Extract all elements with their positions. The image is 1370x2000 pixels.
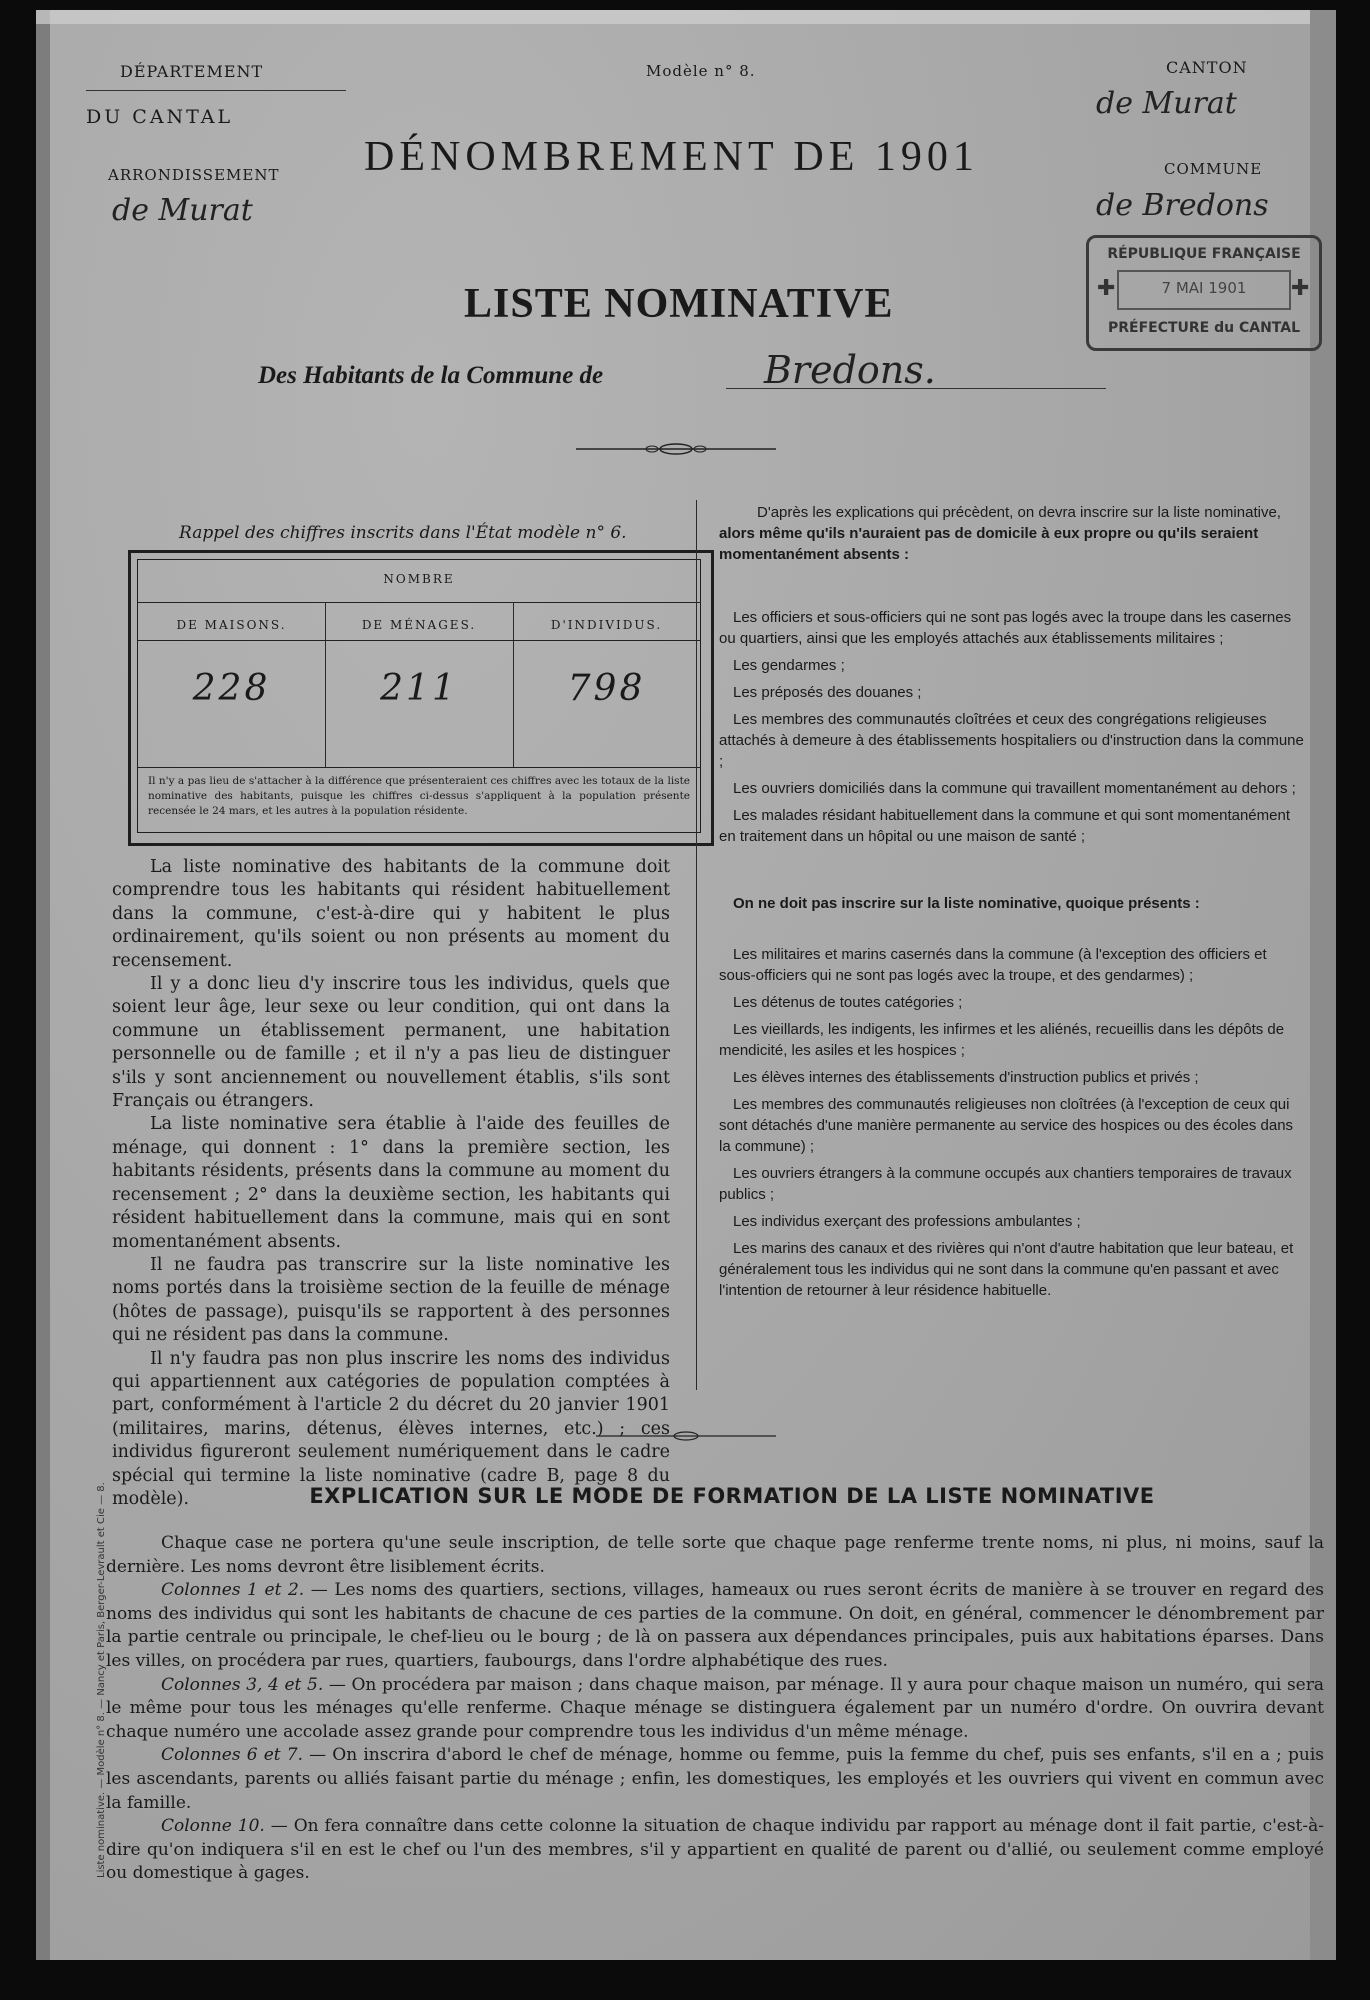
- printer-imprint: Liste nominative. — Modèle n° 8. — Nancy et Paris, Berger-Levrault et Cie — 8.: [96, 1482, 107, 1878]
- stamp-republique: RÉPUBLIQUE FRANÇAISE: [1107, 246, 1301, 262]
- explication-p1: [106, 1579, 1324, 1673]
- departement-label: DÉPARTEMENT: [120, 62, 264, 81]
- column-divider: [696, 500, 697, 1390]
- inscrire-item: Les ouvriers domiciliés dans la commune qui travaillent momentanément au dehors ;: [733, 780, 1296, 797]
- right-intro-a: D'après les explications qui précèdent, on devra inscrire sur la liste nominative,: [757, 504, 1281, 521]
- left-column-text: [112, 856, 670, 1511]
- value-individus: 798: [567, 668, 646, 709]
- col-menages-header: DE MÉNAGES.: [361, 618, 477, 632]
- explication-p1-label: Colonnes 1 et 2.: [161, 1580, 305, 1601]
- commune-name-handwritten: Bredons.: [764, 348, 936, 392]
- exclure-item: Les marins des canaux et des rivières qui n'ont d'autre habitation que leur bateau, et généralement tous les individus qui ne sont dans la commune qu'en passant et avec l'intention de retourner à leur résidence habituelle.: [719, 1240, 1294, 1299]
- arrondissement-label: ARRONDISSEMENT: [108, 166, 280, 184]
- exclure-item: Les individus exerçant des professions ambulantes ;: [733, 1213, 1081, 1230]
- inscrire-item: Les gendarmes ;: [733, 657, 845, 674]
- subtitle-underline: [726, 388, 1106, 389]
- inscrire-item: Les membres des communautés cloîtrées et ceux des congrégations religieuses attachés à demeure à des établissements hospitaliers ou d'instruction dans la commune ;: [719, 711, 1304, 770]
- stamp-prefecture: PRÉFECTURE du CANTAL: [1107, 320, 1301, 336]
- departement-value: DU CANTAL: [86, 106, 234, 128]
- nombre-label: NOMBRE: [383, 572, 455, 586]
- stamp-date: 7 MAI 1901: [1161, 279, 1247, 297]
- explication-p4-label: Colonne 10.: [161, 1816, 265, 1837]
- explication-p2-label: Colonnes 3, 4 et 5.: [161, 1674, 324, 1695]
- modele-number: Modèle n° 8.: [646, 62, 756, 80]
- left-paragraph-1: La liste nominative des habitants de la commune doit comprendre tous les habitants qui résident habituellement dans la commune, c'est-à-dire qui y habitent le plus ordinairement, qu'ils soient ou non présents au moment du recensement.: [112, 857, 670, 971]
- exclure-item: Les militaires et marins casernés dans la commune (à l'exception des officiers et sous-officiers qui ne sont pas logés avec la troupe, et des gendarmes) ;: [719, 946, 1267, 984]
- explication-p3-text: — On inscrira d'abord le chef de ménage, homme ou femme, puis la femme du chef, puis ses enfants, s'il en a ; puis les ascendants, parents ou alliés faisant partie du ménage ; enfin, les domestiques, les employés et les ouvriers qui vivent en commun avec la famille.: [106, 1745, 1324, 1813]
- left-paragraph-5: Il n'y faudra pas non plus inscrire les noms des individus qui appartiennent aux catégories de population comptées à part, conformément à l'article 2 du décret du 20 janvier 1901 (militaires, marins, détenus, élèves internes, etc.) ; ces individus figureront seulement numériquement dans le cadre spécial qui termine la liste nominative (cadre B, page 8 du modèle).: [112, 1348, 670, 1509]
- commune-value: de Bredons: [1096, 188, 1269, 223]
- rappel-table: [128, 550, 714, 846]
- rappel-table-inner: [137, 559, 701, 833]
- value-maisons: 228: [192, 668, 271, 709]
- canton-value: de Murat: [1096, 86, 1237, 121]
- ornament-divider-2-icon: [596, 1430, 776, 1442]
- explication-p0: Chaque case ne portera qu'une seule inscription, de telle sorte que chaque page renferme trente noms, ni plus, ni moins, sauf la dernière. Les noms devront être lisiblement écrits.: [106, 1533, 1324, 1577]
- liste-heading: LISTE NOMINATIVE: [464, 281, 894, 327]
- table-rule-3: [138, 767, 700, 768]
- exclure-item: Les vieillards, les indigents, les infirmes et les aliénés, recueillis dans les dépôts de mendicité, les asiles et les hospices ;: [719, 1021, 1285, 1059]
- col-individus-header: D'INDIVIDUS.: [550, 618, 663, 632]
- census-page: [36, 10, 1336, 1960]
- explication-p3: [106, 1744, 1324, 1815]
- explication-body: [106, 1532, 1324, 1886]
- left-paragraph-2: Il y a donc lieu d'y inscrire tous les individus, quels que soient leur âge, leur sexe ou leur condition, qui ont dans la commune un établissement permanent, une habitation personnelle ou de famille ; et il n'y a pas lieu de distinguer s'ils y sont anciennement ou nouvellement établis, s'ils sont Français ou étrangers.: [112, 974, 670, 1112]
- arrondissement-value: de Murat: [112, 193, 253, 228]
- exclure-item: Les détenus de toutes catégories ;: [733, 994, 963, 1011]
- commune-label: COMMUNE: [1164, 160, 1263, 178]
- left-paragraph-4: Il ne faudra pas transcrire sur la liste nominative les noms portés dans la troisième section de la feuille de ménage (hôtes de passage), puisqu'ils se rapportent à des personnes qui ne résident pas dans la commune.: [112, 1254, 670, 1346]
- stamp-cross-right-icon: ✚: [1291, 276, 1310, 301]
- exclude-heading: On ne doit pas inscrire sur la liste nominative, quoique présents :: [733, 895, 1200, 912]
- exclure-item: Les élèves internes des établissements d'instruction publics et privés ;: [733, 1069, 1199, 1086]
- explication-p3-label: Colonnes 6 et 7.: [161, 1745, 303, 1766]
- page-title: DÉNOMBREMENT DE 1901: [364, 134, 979, 180]
- inscrire-item: Les officiers et sous-officiers qui ne sont pas logés avec la troupe dans les casernes ou quartiers, ainsi que les employés attachés aux établissements militaires ;: [719, 609, 1292, 647]
- inscrire-item: Les préposés des douanes ;: [733, 684, 922, 701]
- explication-p4: [106, 1815, 1324, 1886]
- table-rule-2: [138, 640, 700, 641]
- value-menages: 211: [380, 668, 458, 709]
- left-paragraph-3: La liste nominative sera établie à l'aide des feuilles de ménage, qui donnent : 1° dans la première section, les habitants résidents, présents dans la commune au moment du recensement ; 2° dans la deuxième section, les habitants qui résident habituellement dans la commune, mais qui en sont momentanément absents.: [112, 1114, 670, 1252]
- table-rule-1: [138, 602, 700, 603]
- stamp-cross-left-icon: ✚: [1097, 276, 1116, 301]
- page-binding: [36, 10, 50, 1960]
- ornament-divider-icon: [576, 442, 776, 456]
- exclure-item: Les membres des communautés religieuses non cloîtrées (à l'exception de ceux qui sont détachés d'une manière permanente au service des hospices ou des écoles dans la commune) ;: [719, 1096, 1294, 1155]
- explication-p2-text: — On procédera par maison ; dans chaque maison, par ménage. Il y aura pour chaque maison un numéro, qui sera le même pour tous les ménages qu'elle renferme. Chaque ménage se distinguera également par un numéro d'ordre. On ouvrira devant chaque numéro une accolade assez grande pour comprendre tous les individus d'un même ménage.: [106, 1674, 1325, 1742]
- explication-p2: [106, 1674, 1324, 1745]
- right-column-text: [719, 502, 1304, 1307]
- explication-p1-text: — Les noms des quartiers, sections, villages, hameaux ou rues seront écrits de manière à se trouver en regard des noms des individus qui sont les habitants de chacune de ces parties de la commune. On doit, en général, commencer le dénombrement par la partie centrale ou principale, le chef-lieu ou le bourg ; de là on passera aux dépendances principales, puis aux habitations éparses. Dans les villes, on procédera par rues, quartiers, faubourgs, dans l'ordre alphabétique des rues.: [106, 1580, 1324, 1671]
- explication-p4-text: — On fera connaître dans cette colonne la situation de chaque individu par rapport au ménage dont il fait partie, c'est-à-dire qu'on indiquera s'il en est le chef ou l'un des membres, s'il y appartient en qualité de parent ou d'allié, ou seulement comme employé ou domestique à gages.: [106, 1816, 1325, 1884]
- torn-top-edge: [36, 10, 1336, 24]
- col-maisons-header: DE MAISONS.: [176, 618, 287, 632]
- exclure-item: Les ouvriers étrangers à la commune occupés aux chantiers temporaires de travaux publics ;: [719, 1165, 1292, 1203]
- canton-label: CANTON: [1166, 58, 1248, 77]
- rappel-caption: Rappel des chiffres inscrits dans l'État modèle n° 6.: [179, 523, 627, 543]
- liste-subtitle: Des Habitants de la Commune de: [258, 362, 604, 389]
- inscrire-item: Les malades résidant habituellement dans la commune et qui sont momentanément en traitement dans un hôpital ou une maison de santé ;: [719, 807, 1290, 845]
- header-rule-left: [86, 90, 346, 91]
- explication-title: EXPLICATION SUR LE MODE DE FORMATION DE LA LISTE NOMINATIVE: [309, 1484, 1155, 1508]
- right-intro-b: alors même qu'ils n'auraient pas de domicile à eux propre ou qu'ils seraient momentanément absents :: [719, 525, 1259, 563]
- prefecture-stamp: [1086, 235, 1322, 351]
- rappel-note: Il n'y a pas lieu de s'attacher à la différence que présenteraient ces chiffres avec les totaux de la liste nominative des habitants, puisque les chiffres ci-dessus s'appliquent à la population présente recensée le 24 mars, et les autres à la population résidente.: [148, 775, 690, 817]
